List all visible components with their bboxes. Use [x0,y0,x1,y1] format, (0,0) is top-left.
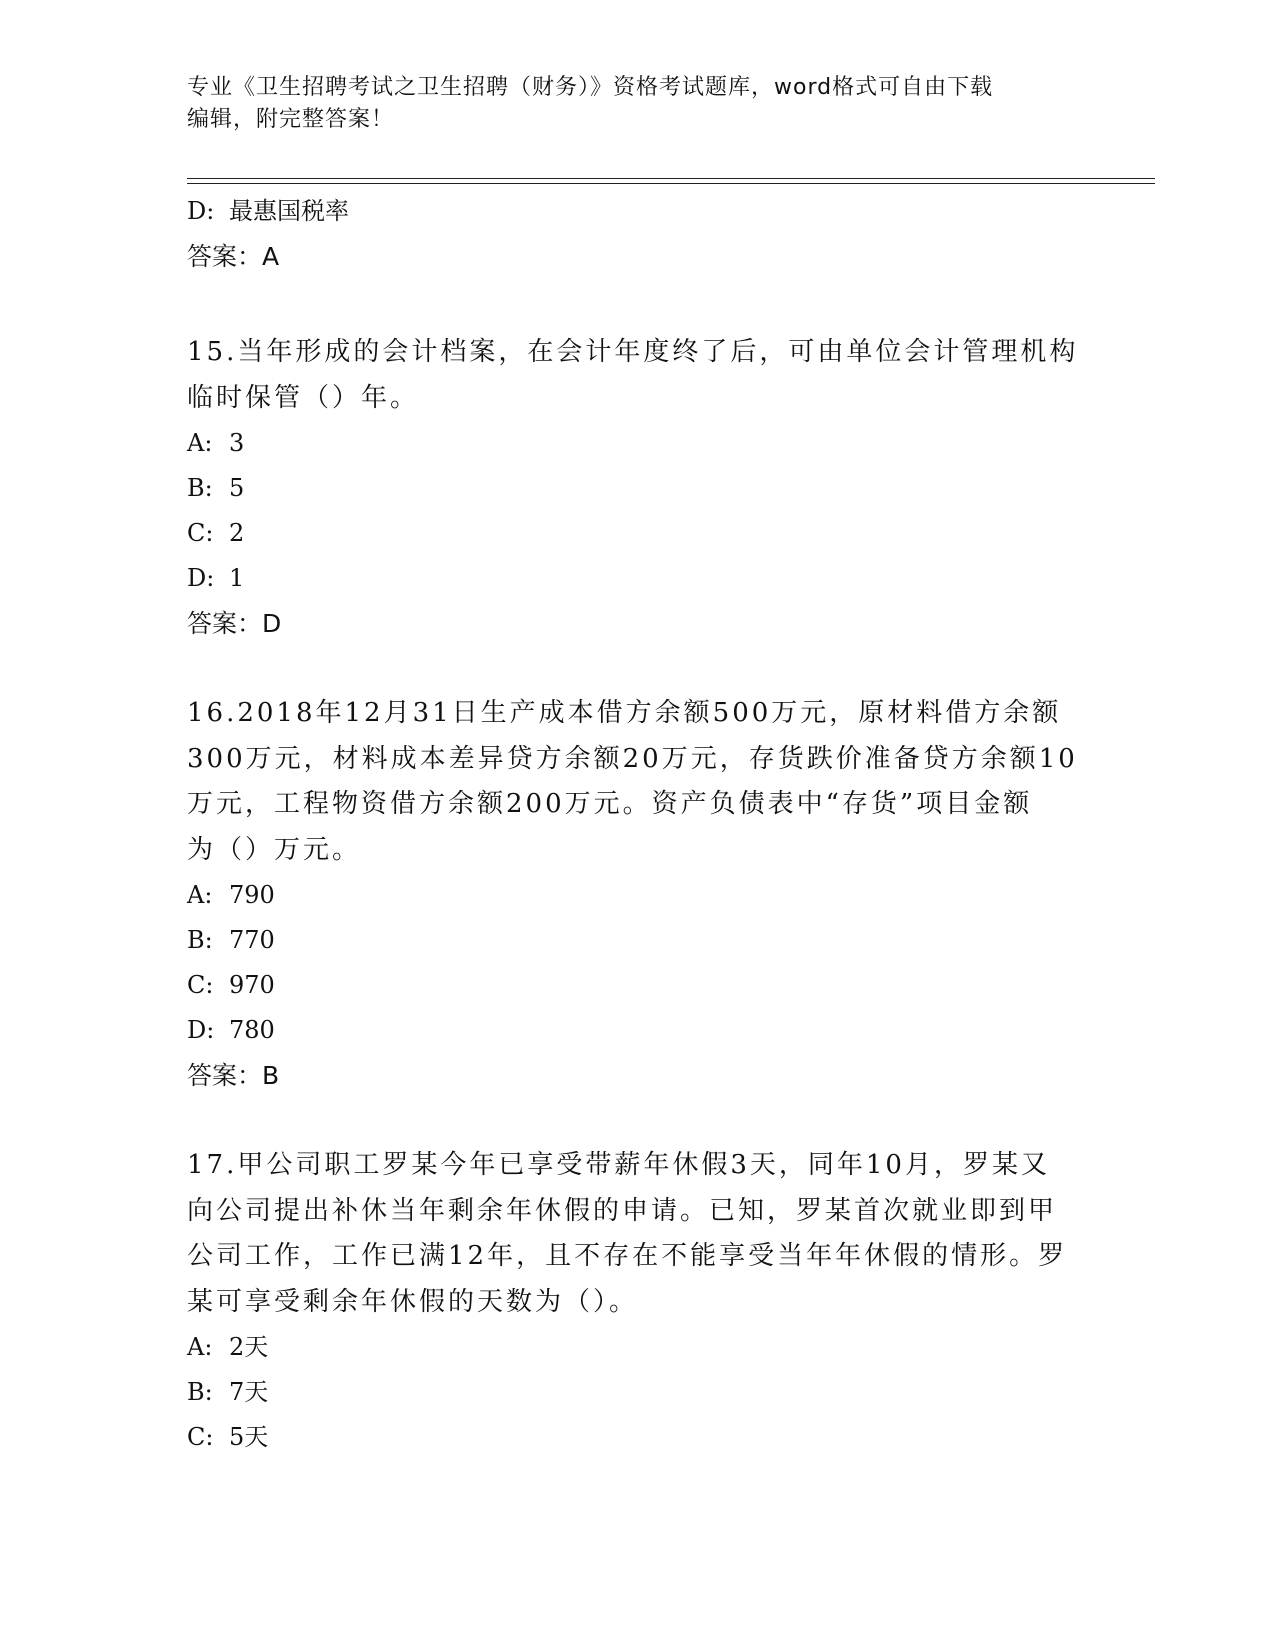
header-line-2: 编辑，附完整答案！ [187,107,395,132]
question-line: 某可享受剩余年休假的天数为（）。 [187,1286,639,1317]
q17-stem [187,1143,1117,1325]
option-letter: A: [187,881,213,909]
q15-option-b [187,466,1117,511]
question-line: 为（）万元。 [187,834,362,865]
q16-stem [187,691,1117,873]
option-text: 770 [229,926,275,954]
option-letter: B: [187,926,213,954]
question-line: 15.当年形成的会计档案，在会计年度终了后，可由单位会计管理机构 [187,337,1079,367]
page-header [187,72,1077,136]
option-letter: A: [187,429,213,457]
option-text: 790 [229,881,275,909]
option-letter: B: [187,1378,213,1406]
spacer [187,279,1117,330]
header-divider-bottom [187,183,1155,184]
option-letter: C: [187,1423,214,1451]
q16-option-d [187,1008,1117,1053]
q15-option-c [187,511,1117,556]
option-text: 3 [229,429,245,457]
q15-answer: 答案：D [187,609,282,638]
question-line: 万元，工程物资借方余额200万元。资产负债表中“存货”项目金额 [187,789,1033,819]
header-line-1: 专业《卫生招聘考试之卫生招聘（财务）》资格考试题库，word格式可自由下载 [187,75,994,100]
q17-option-c [187,1415,1117,1460]
spacer [187,646,1117,691]
option-text: 2天 [229,1333,269,1361]
question-line: 16.2018年12月31日生产成本借方余额500万元，原材料借方余额 [187,698,1062,728]
option-text: 最惠国税率 [229,197,349,225]
option-letter: A: [187,1333,213,1361]
q15-option-d [187,556,1117,601]
option-text: 970 [229,971,275,999]
option-text: 5天 [229,1423,269,1451]
q15-option-a [187,421,1117,466]
question-line: 300万元，材料成本差异贷方余额20万元，存货跌价准备贷方余额10 [187,743,1078,774]
option-text: 7天 [229,1378,269,1406]
q14-answer: 答案：A [187,242,280,271]
spacer [187,1098,1117,1143]
option-letter: C: [187,971,214,999]
q15-stem [187,330,1117,421]
option-letter: B: [187,474,213,502]
question-line: 临时保管（）年。 [187,382,420,413]
q16-option-a [187,873,1117,918]
header-divider-top [187,178,1155,179]
question-line: 公司工作，工作已满12年，且不存在不能享受当年年休假的情形。罗 [187,1241,1068,1271]
q16-option-c [187,963,1117,1008]
q16-answer: 答案：B [187,1061,280,1090]
option-letter: D: [187,1016,215,1044]
q14-option-d [187,189,1117,234]
option-text: 1 [229,564,245,592]
option-letter: D: [187,197,215,225]
option-text: 780 [229,1016,275,1044]
question-line: 17.甲公司职工罗某今年已享受带薪年休假3天，同年10月，罗某又 [187,1150,1050,1180]
q17-option-a [187,1325,1117,1370]
option-text: 5 [229,474,245,502]
question-list [187,189,1117,1460]
option-letter: C: [187,519,214,547]
q17-option-b [187,1370,1117,1415]
option-text: 2 [229,519,245,547]
option-letter: D: [187,564,215,592]
question-line: 向公司提出补休当年剩余年休假的申请。已知，罗某首次就业即到甲 [187,1195,1058,1226]
q16-option-b [187,918,1117,963]
